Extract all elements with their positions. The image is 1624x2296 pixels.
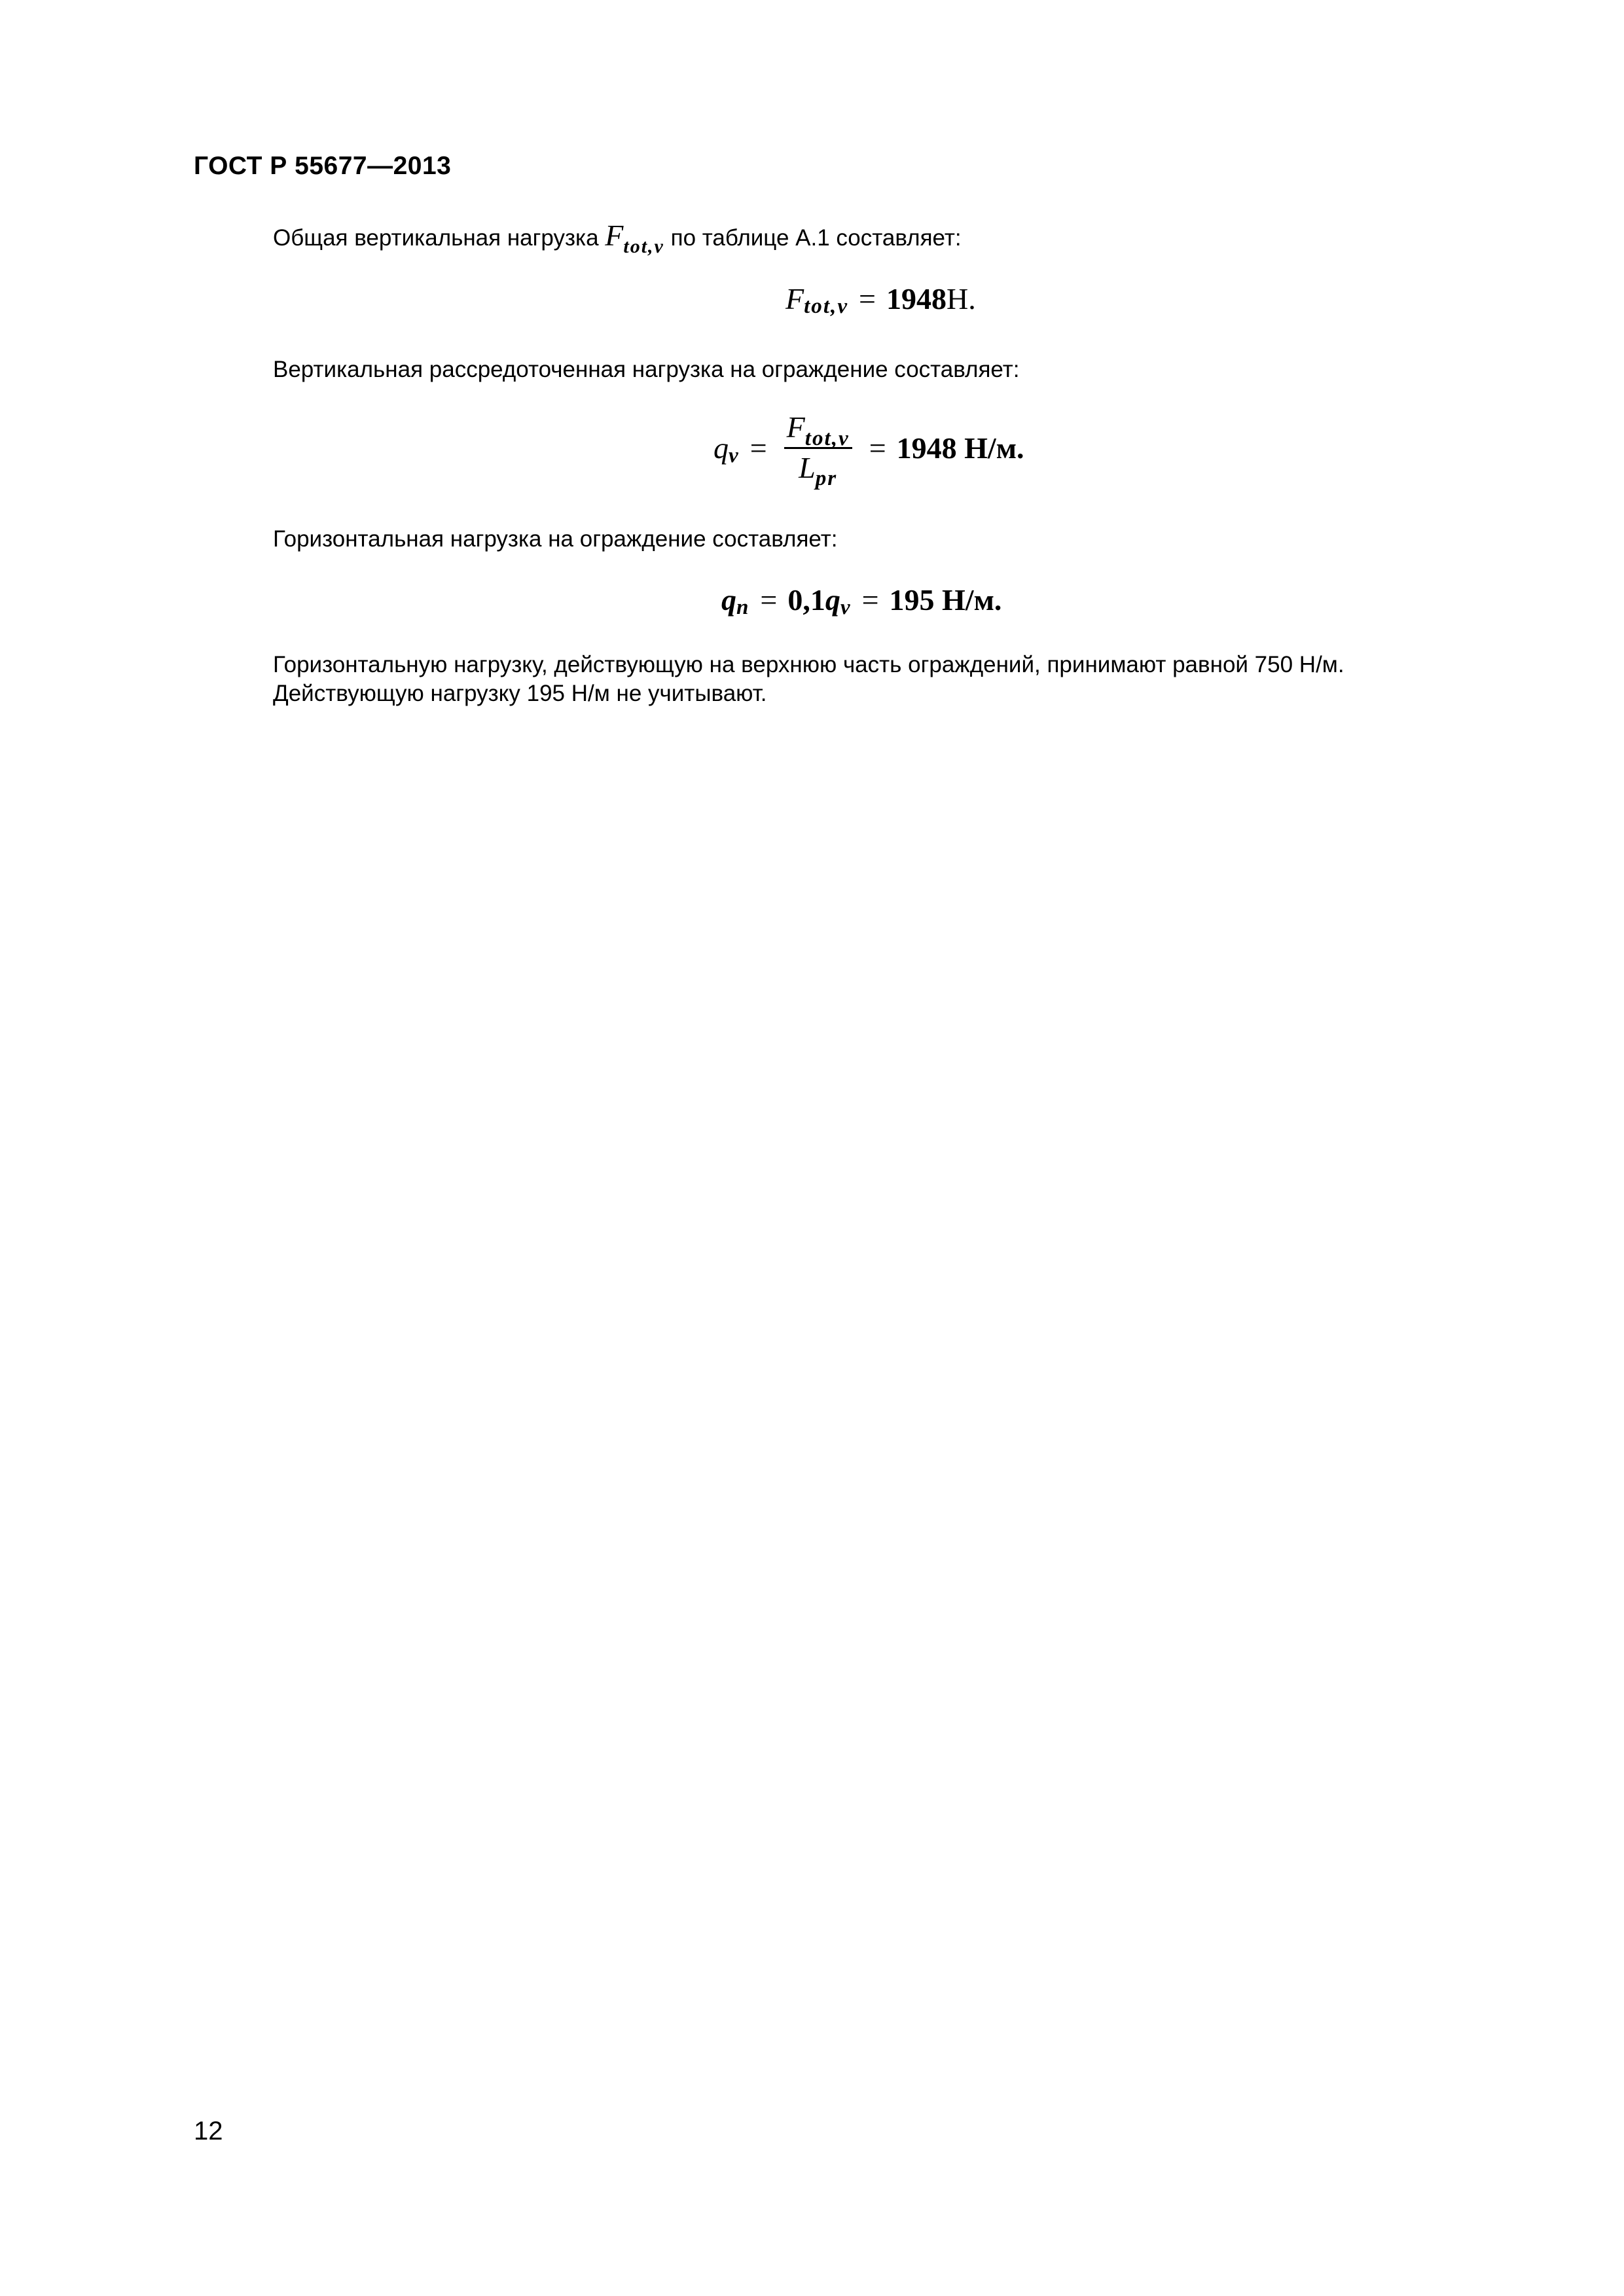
paragraph-horizontal-load: Горизонтальная нагрузка на ограждение составляет: <box>273 526 838 552</box>
formula1-equals: = <box>859 282 876 315</box>
formula1-lhs-subscript: tot,v <box>804 294 849 319</box>
formula3-unit: Н/м. <box>942 583 1002 617</box>
formula3-rhs-subscript: v <box>840 595 852 620</box>
paragraph-top-horizontal-load <box>273 651 1344 708</box>
formula3-value: 195 <box>889 583 935 617</box>
formula1-value: 1948 <box>886 282 947 315</box>
formula2-equals2: = <box>869 431 886 465</box>
paragraph-distributed-load: Вертикальная рассредоточенная нагрузка на ограждение составляет: <box>273 357 1020 382</box>
paragraph-line-2: Действующую нагрузку 195 Н/м не учитывают. <box>273 681 767 706</box>
formula1-lhs-letter: F <box>785 282 804 315</box>
symbol-f: F <box>605 219 624 252</box>
formula2-den-letter: L <box>799 450 816 484</box>
paragraph-text-after: по таблице А.1 составляет: <box>664 225 962 251</box>
paragraph-line-1: Горизонтальную нагрузку, действующую на верхнюю часть ограждений, принимают равной 750 Н/м. <box>273 652 1344 677</box>
formula2-unit: Н/м. <box>964 431 1024 465</box>
formula1-unit: Н. <box>947 282 976 315</box>
symbol-subscript-tot-v: tot,v <box>623 235 664 257</box>
formula3-equals: = <box>760 583 778 617</box>
formula2-den-subscript: pr <box>815 466 838 491</box>
formula2-fraction <box>784 410 852 491</box>
formula3-coefficient: 0,1 <box>787 583 825 617</box>
paragraph-total-vertical-load <box>273 219 962 257</box>
formula2-lhs-letter: q <box>713 431 729 465</box>
formula3-rhs-letter: q <box>825 583 840 617</box>
formula-horizontal-load <box>721 583 1002 620</box>
formula-total-vertical-load <box>785 281 976 319</box>
formula3-equals2: = <box>861 583 879 617</box>
paragraph-text-before: Общая вертикальная нагрузка <box>273 225 605 251</box>
formula2-numerator <box>784 411 852 449</box>
formula-distributed-load <box>713 410 1024 491</box>
formula3-lhs-subscript: n <box>736 595 750 620</box>
formula2-num-letter: F <box>786 410 805 444</box>
page-number: 12 <box>194 2117 223 2145</box>
formula2-lhs-subscript: v <box>729 442 740 467</box>
formula3-lhs-letter: q <box>721 583 736 617</box>
document-header: ГОСТ Р 55677—2013 <box>194 152 452 180</box>
formula2-equals: = <box>749 431 767 465</box>
formula2-num-subscript: tot,v <box>804 425 850 450</box>
formula2-denominator <box>796 449 840 491</box>
formula2-value: 1948 <box>896 431 957 465</box>
